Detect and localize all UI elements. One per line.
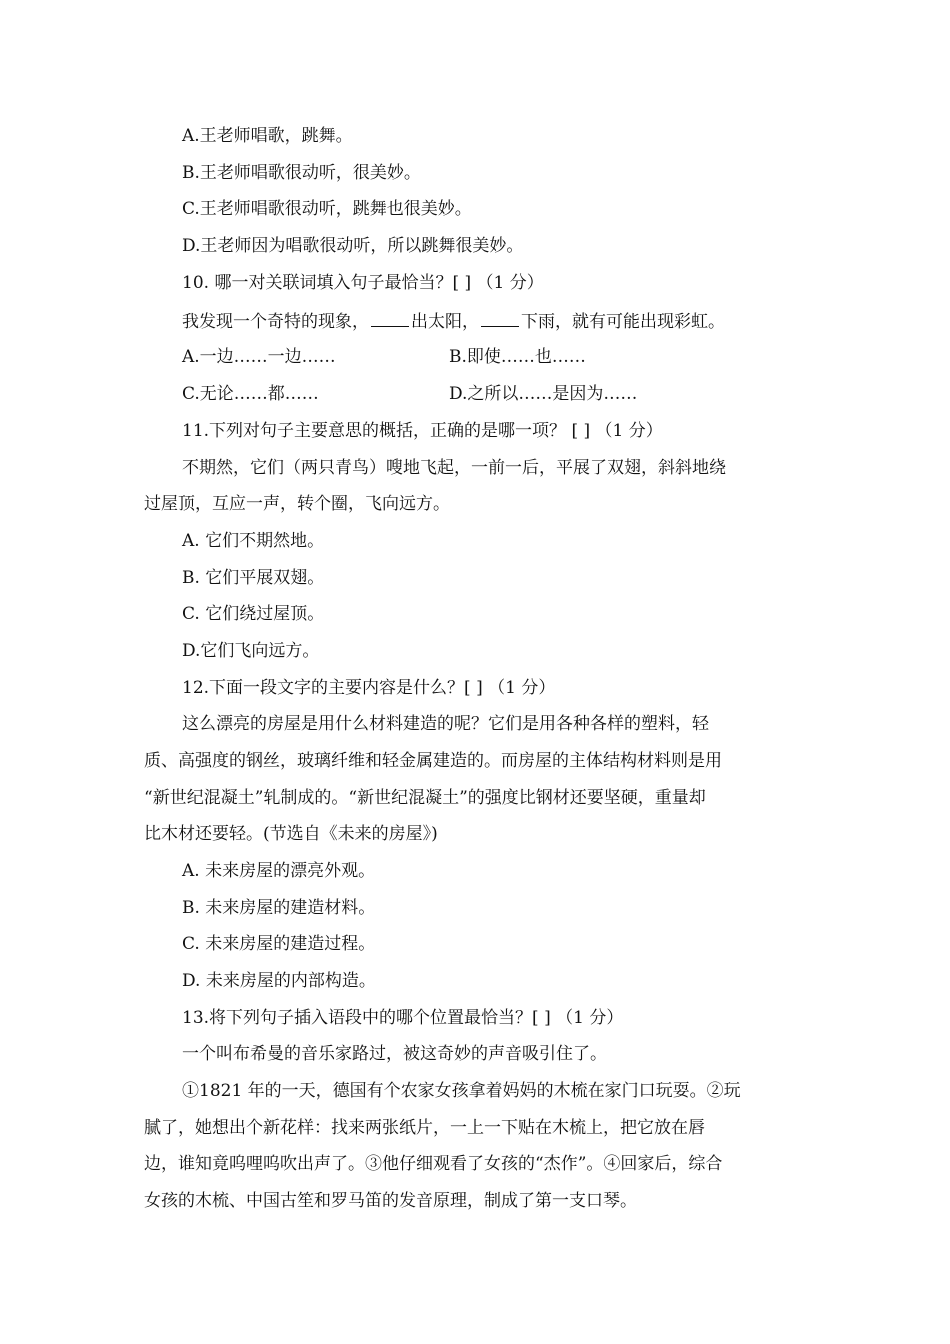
q13-question: 13.将下列句子插入语段中的哪个位置最恰当？[ ] （1 分） <box>182 1008 624 1028</box>
q13-passage-line3: 边，谁知竟呜哩呜吹出声了。③他仔细观看了女孩的“杰作”。④回家后，综合 <box>144 1154 723 1174</box>
q9-option-a: A.王老师唱歌，跳舞。 <box>182 126 353 146</box>
q10-option-a: A.一边……一边…… <box>182 347 336 367</box>
q10-option-d: D.之所以……是因为…… <box>449 384 638 404</box>
q10-sentence-part2: 出太阳， <box>411 312 479 332</box>
q11-passage-line1: 不期然，它们（两只青鸟）嗖地飞起，一前一后，平展了双翅，斜斜地绕 <box>182 458 726 478</box>
q12-passage-line3: “新世纪混凝土”轧制成的。“新世纪混凝土”的强度比钢材还要坚硬，重量却 <box>144 788 706 808</box>
q10-blank-2 <box>481 309 519 327</box>
q11-option-d: D.它们飞向远方。 <box>182 641 320 661</box>
q12-option-d: D. 未来房屋的内部构造。 <box>182 971 376 991</box>
q12-passage-line4: 比木材还要轻。(节选自《未来的房屋》) <box>144 824 438 844</box>
q10-blank-1 <box>371 309 409 327</box>
q9-option-c: C.王老师唱歌很动听，跳舞也很美妙。 <box>182 199 472 219</box>
q12-passage-line1: 这么漂亮的房屋是用什么材料建造的呢？它们是用各种各样的塑料，轻 <box>182 714 709 734</box>
q11-passage-line2: 过屋顶，互应一声，转个圈，飞向远方。 <box>144 494 450 514</box>
q13-passage-line4: 女孩的木梳、中国古笙和罗马笛的发音原理，制成了第一支口琴。 <box>144 1191 637 1211</box>
q12-passage-line2: 质、高强度的钢丝，玻璃纤维和轻金属建造的。而房屋的主体结构材料则是用 <box>144 751 722 771</box>
q10-option-b: B.即使……也…… <box>449 347 586 367</box>
q10-sentence-part1: 我发现一个奇特的现象， <box>182 312 369 332</box>
q11-option-b: B. 它们平展双翅。 <box>182 568 325 588</box>
q12-option-a: A. 未来房屋的漂亮外观。 <box>182 861 376 881</box>
q10-sentence-part3: 下雨，就有可能出现彩虹。 <box>521 312 725 332</box>
q11-option-a: A. 它们不期然地。 <box>182 531 325 551</box>
q13-passage-line2: 腻了，她想出个新花样：找来两张纸片，一上一下贴在木梳上，把它放在唇 <box>144 1118 705 1138</box>
q10-option-c: C.无论……都…… <box>182 384 319 404</box>
q10-sentence <box>182 309 725 334</box>
q9-option-b: B.王老师唱歌很动听，很美妙。 <box>182 163 421 183</box>
q11-question: 11.下列对句子主要意思的概括，正确的是哪一项？ [ ] （1 分） <box>182 421 663 441</box>
q12-option-c: C. 未来房屋的建造过程。 <box>182 934 376 954</box>
q12-option-b: B. 未来房屋的建造材料。 <box>182 898 376 918</box>
q10-question: 10. 哪一对关联词填入句子最恰当？[ ] （1 分） <box>182 273 544 293</box>
q13-passage-line1: ①1821 年的一天，德国有个农家女孩拿着妈妈的木梳在家门口玩耍。②玩 <box>182 1081 741 1101</box>
q13-insert-sentence: 一个叫布希曼的音乐家路过，被这奇妙的声音吸引住了。 <box>182 1044 607 1064</box>
q11-option-c: C. 它们绕过屋顶。 <box>182 604 325 624</box>
q12-question: 12.下面一段文字的主要内容是什么？[ ] （1 分） <box>182 678 556 698</box>
q9-option-d: D.王老师因为唱歌很动听，所以跳舞很美妙。 <box>182 236 524 256</box>
